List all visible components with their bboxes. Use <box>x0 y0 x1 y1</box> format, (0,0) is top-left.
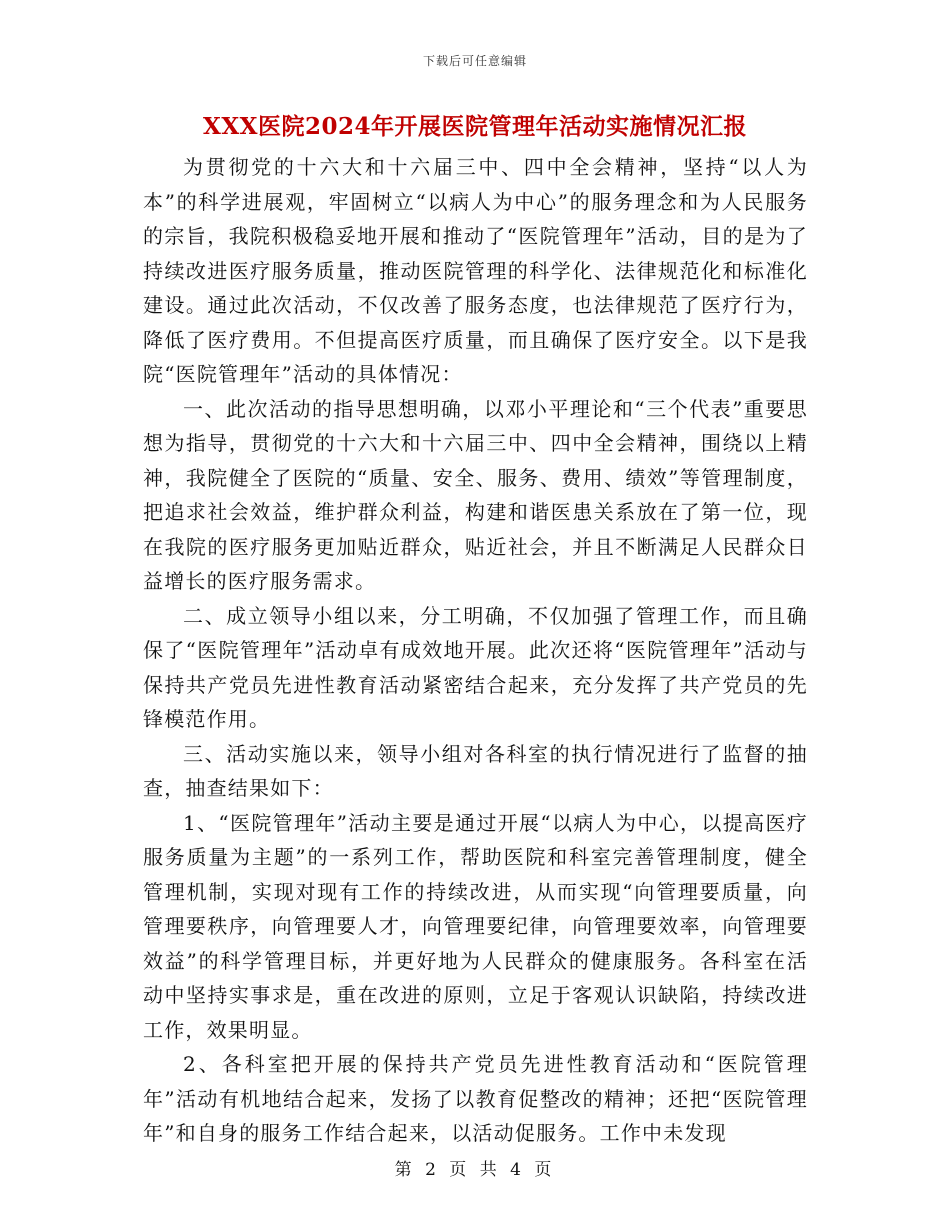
document-body <box>143 150 808 1151</box>
paragraph-item-1: 1、“医院管理年”活动主要是通过开展“以病人为中心，以提高医疗服务质量为主题”的一系列工作，帮助医院和科室完善管理制度，健全管理机制，实现对现有工作的持续改进，从而实现“向管理要质量，向管理要秩序，向管理要人才，向管理要纪律，向管理要效率，向管理要效益”的科学管理目标，并更好地为人民群众的健康服务。各科室在活动中坚持实事求是，重在改进的原则，立足于客观认识缺陷，持续改进工作，效果明显。 <box>143 810 808 1042</box>
header-note: 下载后可任意编辑 <box>422 54 527 68</box>
paragraph-section-3: 三、活动实施以来，领导小组对各科室的执行情况进行了监督的抽查，抽查结果如下： <box>143 741 808 800</box>
paragraph-section-2: 二、成立领导小组以来，分工明确，不仅加强了管理工作，而且确保了“医院管理年”活动卓有成效地开展。此次还将“医院管理年”活动与保持共产党员先进性教育活动紧密结合起来，充分发挥了共产党员的先锋模范作用。 <box>143 603 808 731</box>
paragraph-item-2: 2、各科室把开展的保持共产党员先进性教育活动和“医院管理年”活动有机地结合起来，发扬了以教育促整改的精神；还把“医院管理年”和自身的服务工作结合起来，以活动促服务。工作中未发现 <box>143 1052 808 1145</box>
document-title: XXX医院2024年开展医院管理年活动实施情况汇报 <box>202 113 748 140</box>
paragraph-section-1: 一、此次活动的指导思想明确，以邓小平理论和“三个代表”重要思想为指导，贯彻党的十六大和十六届三中、四中全会精神，围绕以上精神，我院健全了医院的“质量、安全、服务、费用、绩效”等管理制度，把追求社会效益，维护群众利益，构建和谐医患关系放在了第一位，现在我院的医疗服务更加贴近群众，贴近社会，并且不断满足人民群众日益增长的医疗服务需求。 <box>143 396 808 593</box>
paragraph-intro: 为贯彻党的十六大和十六届三中、四中全会精神，坚持“以人为本”的科学进展观，牢固树立“以病人为中心”的服务理念和为人民服务的宗旨，我院积极稳妥地开展和推动了“医院管理年”活动，目的是为了持续改进医疗服务质量，推动医院管理的科学化、法律规范化和标准化建设。通过此次活动，不仅改善了服务态度，也法律规范了医疗行为，降低了医疗费用。不但提高医疗质量，而且确保了医疗安全。以下是我院“医院管理年”活动的具体情况： <box>143 155 808 386</box>
page-number-footer: 第 2 页 共 4 页 <box>394 1160 556 1180</box>
